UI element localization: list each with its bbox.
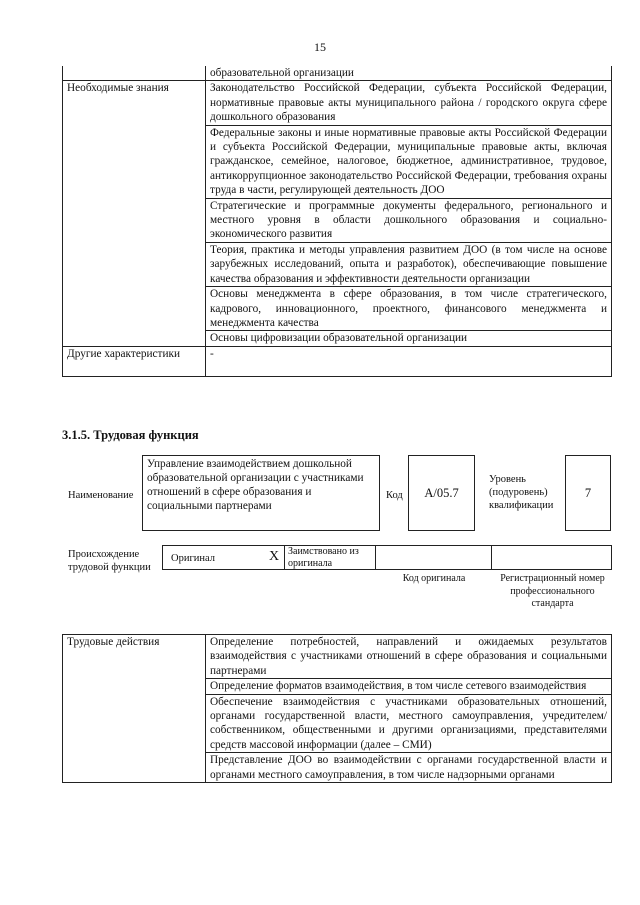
reg-number-caption: Регистрационный номер профессионального стандарта: [500, 573, 605, 609]
row-text: Представление ДОО во взаимодействии с органами государственной власти и органами местного самоуправления, в том числе надзорными органами: [206, 753, 612, 783]
table-row: [63, 346, 612, 376]
row-label: [63, 66, 206, 81]
origin-label: Происхождение трудовой функции: [68, 549, 151, 573]
name-label: Наименование: [68, 490, 134, 501]
code-label: Код: [386, 490, 403, 501]
page-number: 15: [314, 40, 326, 54]
table-row: [63, 635, 612, 679]
row-text: -: [206, 346, 612, 376]
row-text: Стратегические и программные документы федерального, регионального и местного уровня в области дошкольного образования и социально-экономического развития: [206, 198, 612, 242]
knowledge-table: [62, 66, 612, 377]
table-row: [63, 81, 612, 125]
borrowed-label: Заимствовано из оригинала: [288, 546, 359, 569]
code-value: А/05.7: [424, 486, 459, 500]
row-text: Теория, практика и методы управления развитием ДОО (в том числе на основе зарубежных исследований, опыта и разработок), обеспечивающие повышение качества образования и эффективности деятельности организации: [206, 242, 612, 286]
row-text: образовательной организации: [206, 66, 612, 81]
function-name: Управление взаимодействием дошкольной образовательной организации с участниками отношений в сфере образования и социальными партнерами: [147, 458, 364, 512]
row-label: Необходимые знания: [63, 81, 206, 346]
code-box: [408, 455, 475, 531]
row-text: Федеральные законы и иные нормативные правовые акты Российской Федерации и субъекта Российской Федерации, муниципальные правовые акты, включая гражданское, семейное, налоговое, бюджетное, административное, трудовое, антикоррупционное законодательство Российской Федерации, требования охраны труда в части, регулирующей деятельность ДОО: [206, 125, 612, 198]
table-row: [63, 66, 612, 81]
level-box: [565, 455, 611, 531]
origin-row: [162, 545, 612, 570]
function-name-box: [142, 455, 380, 531]
row-text: Законодательство Российской Федерации, субъекта Российской Федерации, нормативные правовые акты муниципального района / городского округа сфере дошкольного образования: [206, 81, 612, 125]
original-mark: X: [269, 549, 280, 564]
row-text: Определение форматов взаимодействия, в том числе сетевого взаимодействия: [206, 679, 612, 694]
labor-actions-table: [62, 634, 612, 783]
row-text: Определение потребностей, направлений и ожидаемых результатов взаимодействия с участниками отношений в сфере образования и социальными партнерами: [206, 635, 612, 679]
row-text: Основы цифровизации образовательной организации: [206, 331, 612, 346]
code-original-caption: Код оригинала: [402, 573, 466, 584]
row-label: Трудовые действия: [63, 635, 206, 783]
row-label: Другие характеристики: [63, 346, 206, 376]
original-label: Оригинал: [171, 553, 215, 564]
level-label: Уровень (подуровень) квалификации: [489, 474, 554, 511]
row-text: Обеспечение взаимодействия с участниками образовательных отношений, органами государственной власти, местного самоуправления, учредителем/собственником, общественными и другими организациями, представителями средств массовой информации (далее – СМИ): [206, 694, 612, 753]
row-text: Основы менеджмента в сфере образования, в том числе стратегического, кадрового, инновационного, проектного, финансового менеджмента и менеджмента качества: [206, 287, 612, 331]
level-value: 7: [584, 486, 592, 500]
section-title: 3.1.5. Трудовая функция: [62, 428, 199, 442]
